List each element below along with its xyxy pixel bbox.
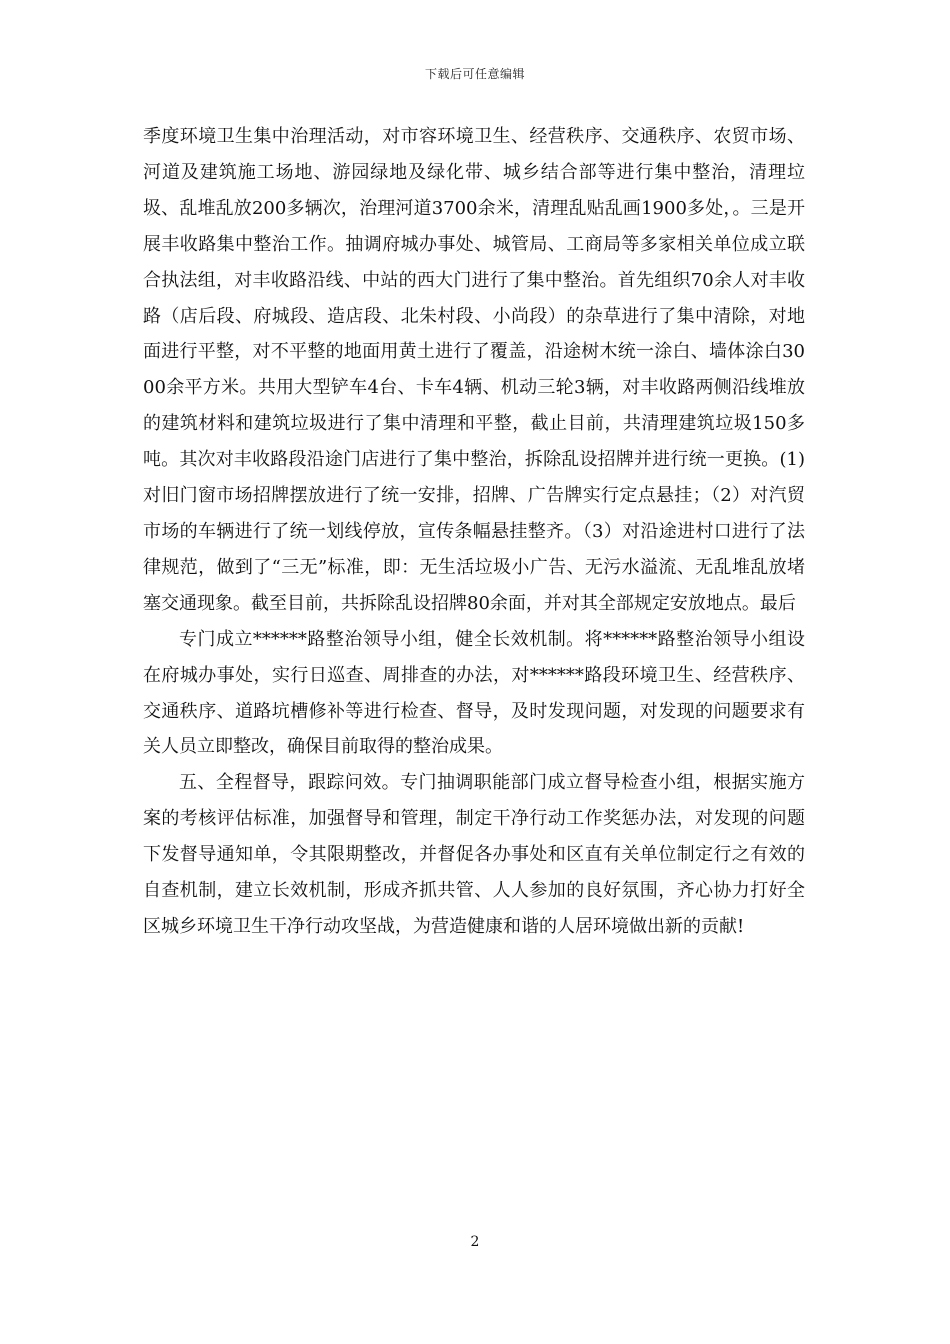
paragraph-supervision: 五、全程督导，跟踪问效。专门抽调职能部门成立督导检查小组，根据实施方案的考核评估标准，加强督导和管理，制定干净行动工作奖惩办法，对发现的问题下发督导通知单，令其限期整改，并督促各办事处和区直有关单位制定行之有效的自查机制，建立长效机制，形成齐抓共管、人人参加的良好氛围，齐心协力打好全区城乡环境卫生干净行动攻坚战，为营造健康和谐的人居环境做出新的贡献! <box>143 772 805 937</box>
page-header: 下载后可任意编辑 <box>424 67 525 81</box>
page-number: 2 <box>470 1234 480 1250</box>
paragraph-continued: 季度环境卫生集中治理活动，对市容环境卫生、经营秩序、交通秩序、农贸市场、河道及建筑施工场地、游园绿地及绿化带、城乡结合部等进行集中整治，清理垃圾、乱堆乱放200多辆次，治理河道3700余米，清理乱贴乱画1900多处，。三是开展丰收路集中整治工作。抽调府城办事处、城管局、工商局等多家相关单位成立联合执法组，对丰收路沿线、中站的西大门进行了集中整治。首先组织70余人对丰收路（店后段、府城段、造店段、北朱村段、小尚段）的杂草进行了集中清除，对地面进行平整，对不平整的地面用黄土进行了覆盖，沿途树木统一涂白、墙体涂白3000余平方米。共用大型铲车4台、卡车4辆、机动三轮3辆，对丰收路两侧沿线堆放的建筑材料和建筑垃圾进行了集中清理和平整，截止目前，共清理建筑垃圾150多吨。其次对丰收路段沿途门店进行了集中整治，拆除乱设招牌并进行统一更换。(1)对旧门窗市场招牌摆放进行了统一安排，招牌、广告牌实行定点悬挂；（2）对汽贸市场的车辆进行了统一划线停放，宣传条幅悬挂整齐。（3）对沿途进村口进行了法律规范，做到了“三无”标准，即：无生活垃圾小广告、无污水溢流、无乱堆乱放堵塞交通现象。截至目前，共拆除乱设招牌80余面，并对其全部规定安放地点。最后 <box>143 126 805 614</box>
paragraph-leadership-group: 专门成立******路整治领导小组，健全长效机制。将******路整治领导小组设在府城办事处，实行日巡查、周排查的办法，对******路段环境卫生、经营秩序、交通秩序、道路坑槽修补等进行检查、督导，及时发现问题，对发现的问题要求有关人员立即整改，确保目前取得的整治成果。 <box>143 628 805 758</box>
document-body <box>143 119 805 945</box>
